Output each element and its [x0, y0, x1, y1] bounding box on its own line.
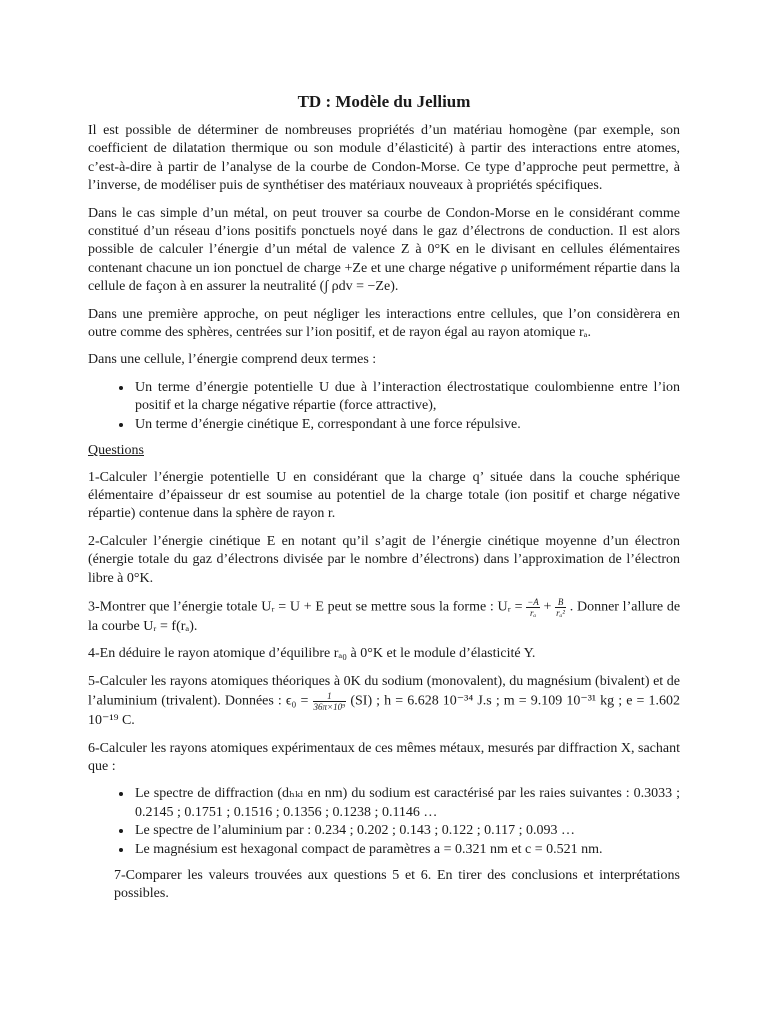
diffraction-list [88, 785, 680, 859]
fraction-denominator: rₐ [529, 607, 537, 618]
plus-sign: + [543, 599, 552, 615]
energy-terms-intro: Dans une cellule, l’énergie comprend deux termes : [88, 352, 377, 368]
question-5-text-b: (SI) ; h = 6.628 10⁻³⁴ J.s ; m = 9.109 10⁻³¹ kg ; e = 1.602 10⁻¹⁹ C. [88, 693, 681, 729]
list-item: • Un terme d’énergie cinétique E, correspondant à une force répulsive. [133, 416, 680, 434]
fraction-a-over-ra [526, 597, 540, 618]
question-7: 7-Comparer les valeurs trouvées aux questions 5 et 6. En tirer des conclusions et interprétations possibles. [114, 868, 680, 902]
question-1: 1-Calculer l’énergie potentielle U en considérant que la charge q’ située dans la couche sphérique élémentaire d’épaisseur dr est soumise au potentiel de la charge totale (ion positif et charge négative répartie) contenue dans la sphère de rayon r. [88, 469, 680, 522]
approximation-paragraph: Dans une première approche, on peut négliger les interactions entre cellules, que l’on considèrera en outre comme des sphères, centrées sur l’ion positif, et de rayon égal au rayon atomique rₐ. [88, 306, 680, 341]
question-3 [88, 597, 680, 636]
fraction-denominator: rₐ² [556, 607, 566, 618]
list-item: • Le spectre de l’aluminium par : 0.234 ; 0.202 ; 0.143 ; 0.122 ; 0.117 ; 0.093 … [133, 822, 680, 840]
fraction-numerator: B [555, 597, 566, 608]
question-2: 2-Calculer l’énergie cinétique E en notant qu’il s’agit de l’énergie cinétique moyenne d’un électron (énergie totale du gaz d’électrons divisée par le nombre d’électrons) dans l’approximation de l’électron libre à 0°K. [88, 533, 680, 586]
fraction-numerator: −A [527, 596, 539, 607]
fraction-numerator: 1 [313, 691, 347, 702]
energy-terms-list [88, 379, 680, 434]
question-3-text-b: . Donner l’allure de la courbe Uᵣ = f(rₐ). [88, 599, 681, 634]
list-item: • Le magnésium est hexagonal compact de paramètres a = 0.321 nm et c = 0.521 nm. [133, 841, 680, 859]
fraction-epsilon0 [313, 691, 347, 712]
question-6: 6-Calculer les rayons atomiques expérimentaux de ces mêmes métaux, mesurés par diffraction X, sachant que : [88, 740, 680, 774]
fraction-b-over-ra2 [555, 597, 566, 618]
list-item: • Un terme d’énergie potentielle U due à l’interaction électrostatique coulombienne entre l’ion positif et la charge négative répartie (force attractive), [133, 379, 680, 416]
questions-heading: Questions [88, 443, 144, 459]
intro-paragraph: Il est possible de déterminer de nombreuses propriétés d’un matériau homogène (par exemple, son coefficient de dilatation thermique ou son module d’élasticité) à partir des interactions entre atomes, c’est-à-dire à partir de l’analyse de la courbe de Condon-Morse. Ce type d’approche peut permettre, à l’inverse, de modéliser puis de synthétiser des matériaux nouveaux à propriétés spécifiques. [88, 123, 680, 194]
question-5 [88, 673, 680, 731]
question-4: 4-En déduire le rayon atomique d’équilibre rₐ₀ à 0°K et le module d’élasticité Y. [88, 646, 536, 662]
question-5-text-a: 5-Calculer les rayons atomiques théoriques à 0K du sodium (monovalent), du magnésium (bivalent) et de l’aluminium (trivalent). Données : ϵ₀ = [88, 673, 680, 709]
metal-model-paragraph: Dans le cas simple d’un métal, on peut trouver sa courbe de Condon-Morse en le considérant comme constitué d’un réseau d’ions positifs ponctuels noyé dans le gaz d’électrons de conduction. Il est alors possible de calculer l’énergie d’un métal de valence Z à 0°K en le divisant en cellules élémentaires contenant chacune un ion ponctuel de charge +Ze et une charge négative ρ uniformément répartie dans la cellule de façon à en assurer la neutralité (∫ ρdv = −Ze). [88, 205, 680, 295]
question-3-text-a: 3-Montrer que l’énergie totale Uᵣ = U + E peut se mettre sous la forme : Uᵣ = [88, 599, 523, 615]
document-title: TD : Modèle du Jellium [297, 92, 471, 111]
fraction-denominator: 36π×10⁹ [313, 702, 346, 713]
list-item: • Le spectre de diffraction (dₕₖₗ en nm) du sodium est caractérisé par les raies suivantes : 0.3033 ; 0.2145 ; 0.1751 ; 0.1516 ; 0.1356 ; 0.1238 ; 0.1146 … [133, 785, 680, 822]
